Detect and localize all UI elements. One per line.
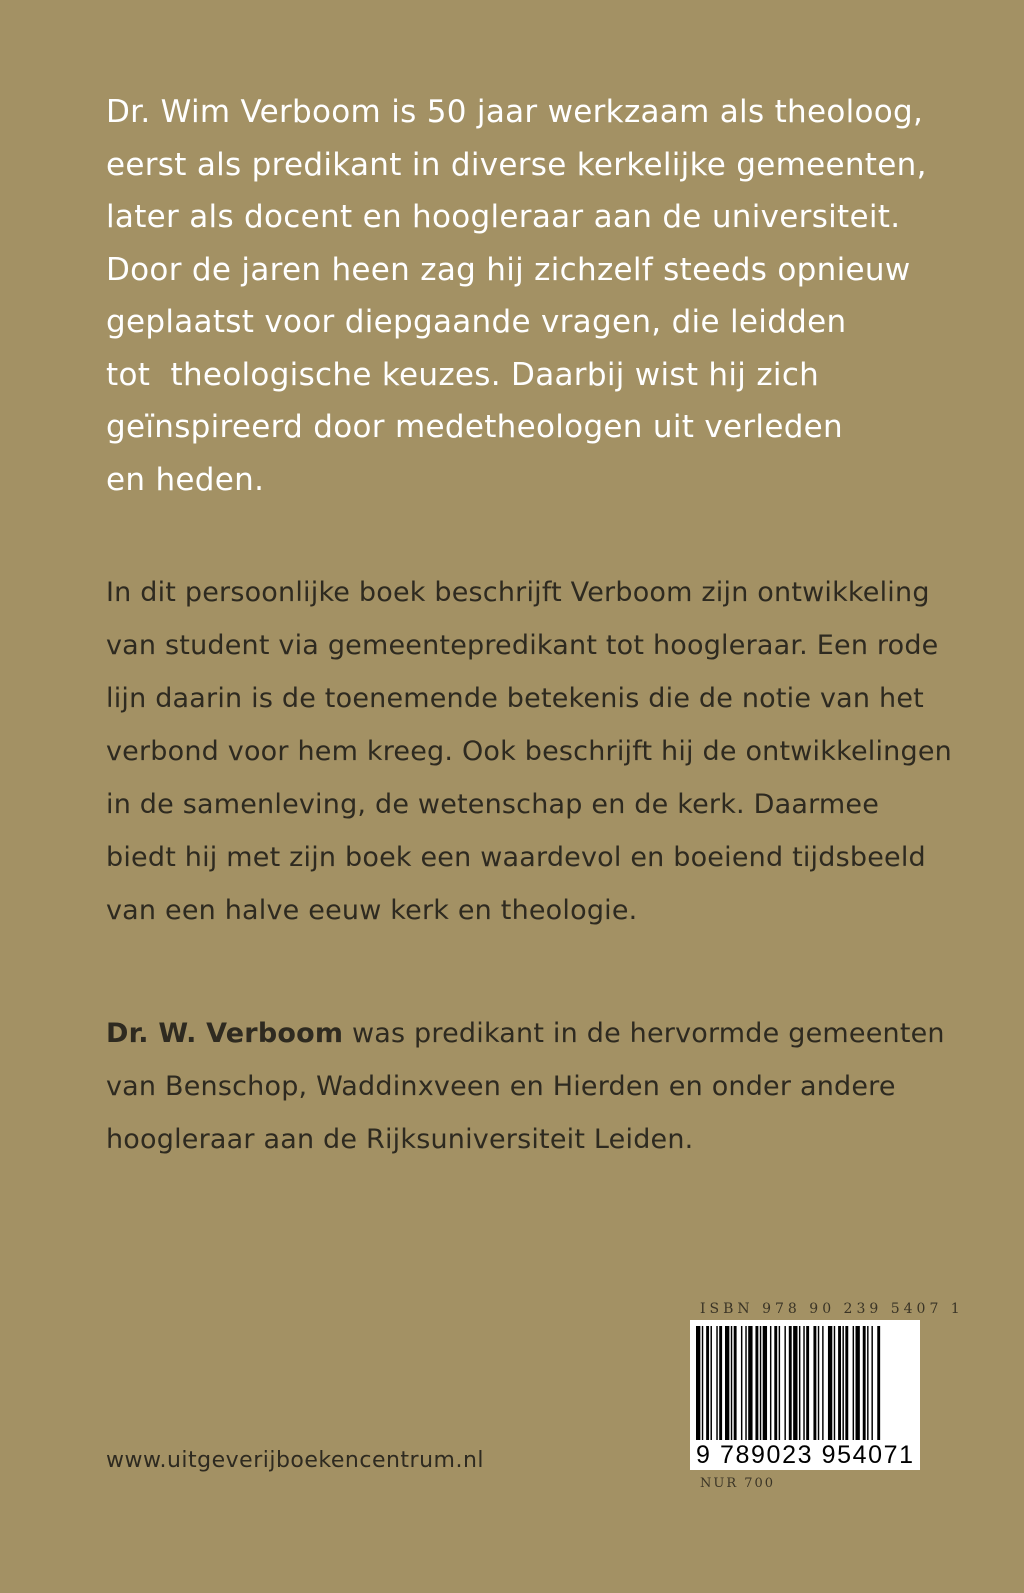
barcode-bar (706, 1326, 709, 1444)
isbn-label: ISBN 978 90 239 5407 1 (700, 1301, 964, 1317)
barcode-bar (834, 1326, 835, 1444)
barcode-bar (711, 1326, 712, 1444)
barcode-bar (828, 1326, 832, 1444)
barcode-bar (774, 1326, 777, 1444)
barcode-bar (822, 1326, 823, 1444)
nur-code: NUR 700 (700, 1476, 776, 1491)
barcode-bar (745, 1326, 746, 1444)
intro-line: en heden. (106, 461, 265, 498)
author-bio-line (106, 1007, 986, 1060)
description-line: lijn daarin is de toenemende betekenis die de notie van het (106, 683, 924, 714)
barcode (690, 1320, 920, 1470)
intro-line: later als docent en hoogleraar aan de universiteit. (106, 199, 901, 235)
barcode-bar (867, 1326, 868, 1444)
intro-line: geplaatst voor diepgaande vragen, die leidden (106, 304, 847, 340)
barcode-digits: 9 789023 954071 (696, 1441, 915, 1469)
barcode-bar (719, 1326, 722, 1444)
author-name: Dr. W. Verboom (106, 1018, 344, 1049)
barcode-bar (818, 1326, 819, 1444)
barcode-bar (734, 1326, 737, 1444)
author-bio (106, 1007, 986, 1166)
barcode-bar (763, 1326, 767, 1444)
barcode-bar (793, 1326, 797, 1444)
barcode-bar (838, 1326, 841, 1444)
author-bio-line: van Benschop, Waddinxveen en Hierden en onder andere (106, 1071, 896, 1102)
intro-line: tot theologische keuzes. Daarbij wist hij zich (106, 356, 820, 393)
barcode-bar (845, 1326, 848, 1444)
barcode-bar (863, 1326, 866, 1444)
author-bio-line: hoogleraar aan de Rijksuniversiteit Leiden. (106, 1124, 694, 1155)
barcode-bar (770, 1326, 771, 1444)
barcode-bar (741, 1326, 742, 1444)
intro-line: geïnspireerd door medetheologen uit verleden (106, 409, 844, 445)
author-bio-text: was predikant in de hervormde gemeenten (343, 1018, 945, 1049)
barcode-bar (784, 1326, 785, 1444)
description-paragraph (106, 566, 986, 937)
description-line: in de samenleving, de wetenschap en de kerk. Daarmee (106, 789, 880, 820)
barcode-bar (789, 1326, 792, 1444)
barcode-bar (842, 1326, 843, 1444)
barcode-bar (760, 1326, 761, 1444)
description-line: biedt hij met zijn boek een waardevol en boeiend tijdsbeeld (106, 842, 926, 873)
barcode-bar (755, 1326, 758, 1444)
barcode-bar (803, 1326, 804, 1444)
description-line: van student via gemeentepredikant tot hoogleraar. Een rode (106, 630, 939, 661)
barcode-bar (806, 1326, 809, 1444)
description-line: In dit persoonlijke boek beschrijft Verboom zijn ontwikkeling (106, 577, 930, 608)
barcode-bar (716, 1326, 717, 1444)
barcode-bars-icon (694, 1326, 916, 1444)
description-line: van een halve eeuw kerk en theologie. (106, 895, 638, 926)
barcode-bar (748, 1326, 752, 1444)
intro-line: Dr. Wim Verboom is 50 jaar werkzaam als theoloog, (106, 94, 924, 130)
barcode-bar (813, 1326, 816, 1444)
barcode-bar (799, 1326, 800, 1444)
description-line: verbond voor hem kreeg. Ook beschrijft hij de ontwikkelingen (106, 736, 952, 767)
barcode-bar (696, 1326, 700, 1444)
barcode-bar (871, 1326, 872, 1444)
barcode-bar (877, 1326, 880, 1444)
barcode-bar (702, 1326, 703, 1444)
intro-line: eerst als predikant in diverse kerkelijke gemeenten, (106, 146, 927, 183)
barcode-bar (853, 1326, 854, 1444)
intro-line: Door de jaren heen zag hij zichzelf steeds opnieuw (106, 251, 911, 288)
barcode-bar (725, 1326, 729, 1444)
publisher-website: www.uitgeverijboekencentrum.nl (106, 1448, 485, 1473)
barcode-bar (856, 1326, 860, 1444)
barcode-bar (731, 1326, 732, 1444)
intro-paragraph (106, 86, 986, 506)
barcode-bar (779, 1326, 780, 1444)
